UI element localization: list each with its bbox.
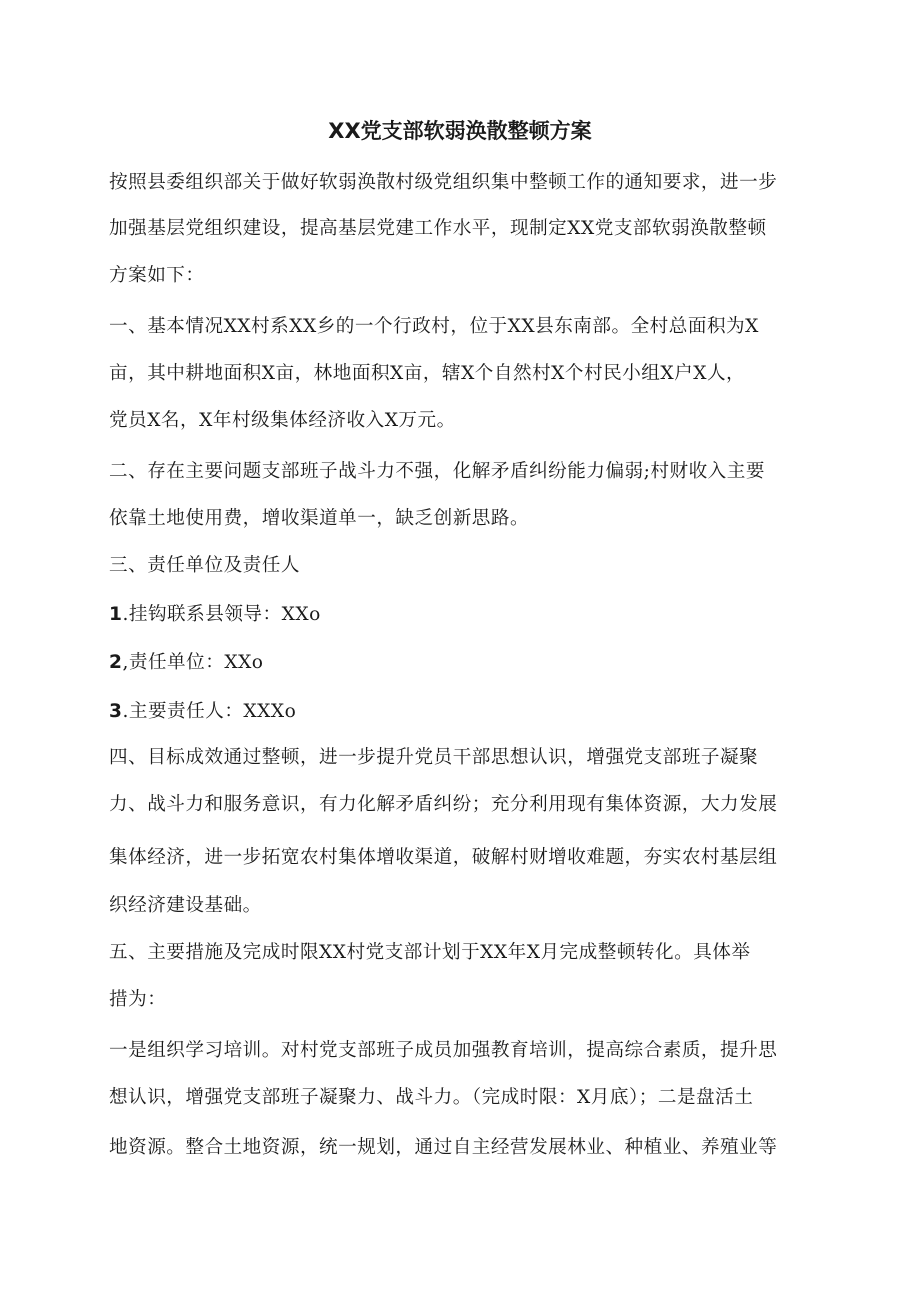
paragraph-line: 一是组织学习培训。对村党支部班子成员加强教育培训，提高综合素质，提升思 <box>109 1040 778 1061</box>
item-number: 1 <box>109 604 123 625</box>
document-title: XX党支部软弱涣散整顿方案 <box>328 119 592 143</box>
numbered-item <box>109 648 264 678</box>
paragraph-line: 按照县委组织部关于做好软弱涣散村级党组织集中整顿工作的通知要求，进一步 <box>109 172 778 193</box>
paragraph-line: 亩，其中耕地面积X亩，林地面积X亩，辖X个自然村X个村民小组X户X人， <box>109 363 746 384</box>
paragraph-line: 依靠土地使用费，增收渠道单一，缺乏创新思路。 <box>109 508 530 529</box>
paragraph-line: 力、战斗力和服务意识，有力化解矛盾纠纷；充分利用现有集体资源，大力发展 <box>109 794 778 815</box>
numbered-item <box>109 697 296 727</box>
paragraph-line: 方案如下： <box>109 265 205 286</box>
section-heading-problems: 二、存在主要问题支部班子战斗力不强，化解矛盾纠纷能力偏弱;村财收入主要 <box>109 461 765 482</box>
paragraph-line: 想认识，增强党支部班子凝聚力、战斗力。（完成时限：X月底）；二是盘活土 <box>109 1087 754 1108</box>
paragraph-line: 地资源。整合土地资源，统一规划，通过自主经营发展林业、种植业、养殖业等 <box>109 1137 778 1158</box>
item-text: .主要责任人：XXXo <box>122 701 297 722</box>
section-heading-goals: 四、目标成效通过整顿，进一步提升党员干部思想认识，增强党支部班子凝聚 <box>109 747 759 768</box>
item-text: .挂钩联系县领导：XXo <box>122 604 321 625</box>
item-text: ,责任单位：XXo <box>122 652 264 673</box>
numbered-item <box>109 600 321 630</box>
paragraph-line: 措为： <box>109 989 167 1010</box>
item-number: 2 <box>109 652 123 673</box>
paragraph-line: 集体经济，进一步拓宽农村集体增收渠道，破解村财增收难题，夯实农村基层组 <box>109 847 778 868</box>
section-heading-measures: 五、主要措施及完成时限XX村党支部计划于XX年X月完成整顿转化。具体举 <box>109 942 751 963</box>
section-heading-responsibility: 三、责任单位及责任人 <box>109 555 300 576</box>
paragraph-line: 加强基层党组织建设，提高基层党建工作水平，现制定XX党支部软弱涣散整顿 <box>109 218 767 239</box>
section-heading-basic-info: 一、基本情况XX村系XX乡的一个行政村，位于XX县东南部。全村总面积为X <box>109 316 759 337</box>
paragraph-line: 织经济建设基础。 <box>109 895 262 916</box>
paragraph-line: 党员X名，X年村级集体经济收入X万元。 <box>109 410 456 431</box>
item-number: 3 <box>109 701 123 722</box>
